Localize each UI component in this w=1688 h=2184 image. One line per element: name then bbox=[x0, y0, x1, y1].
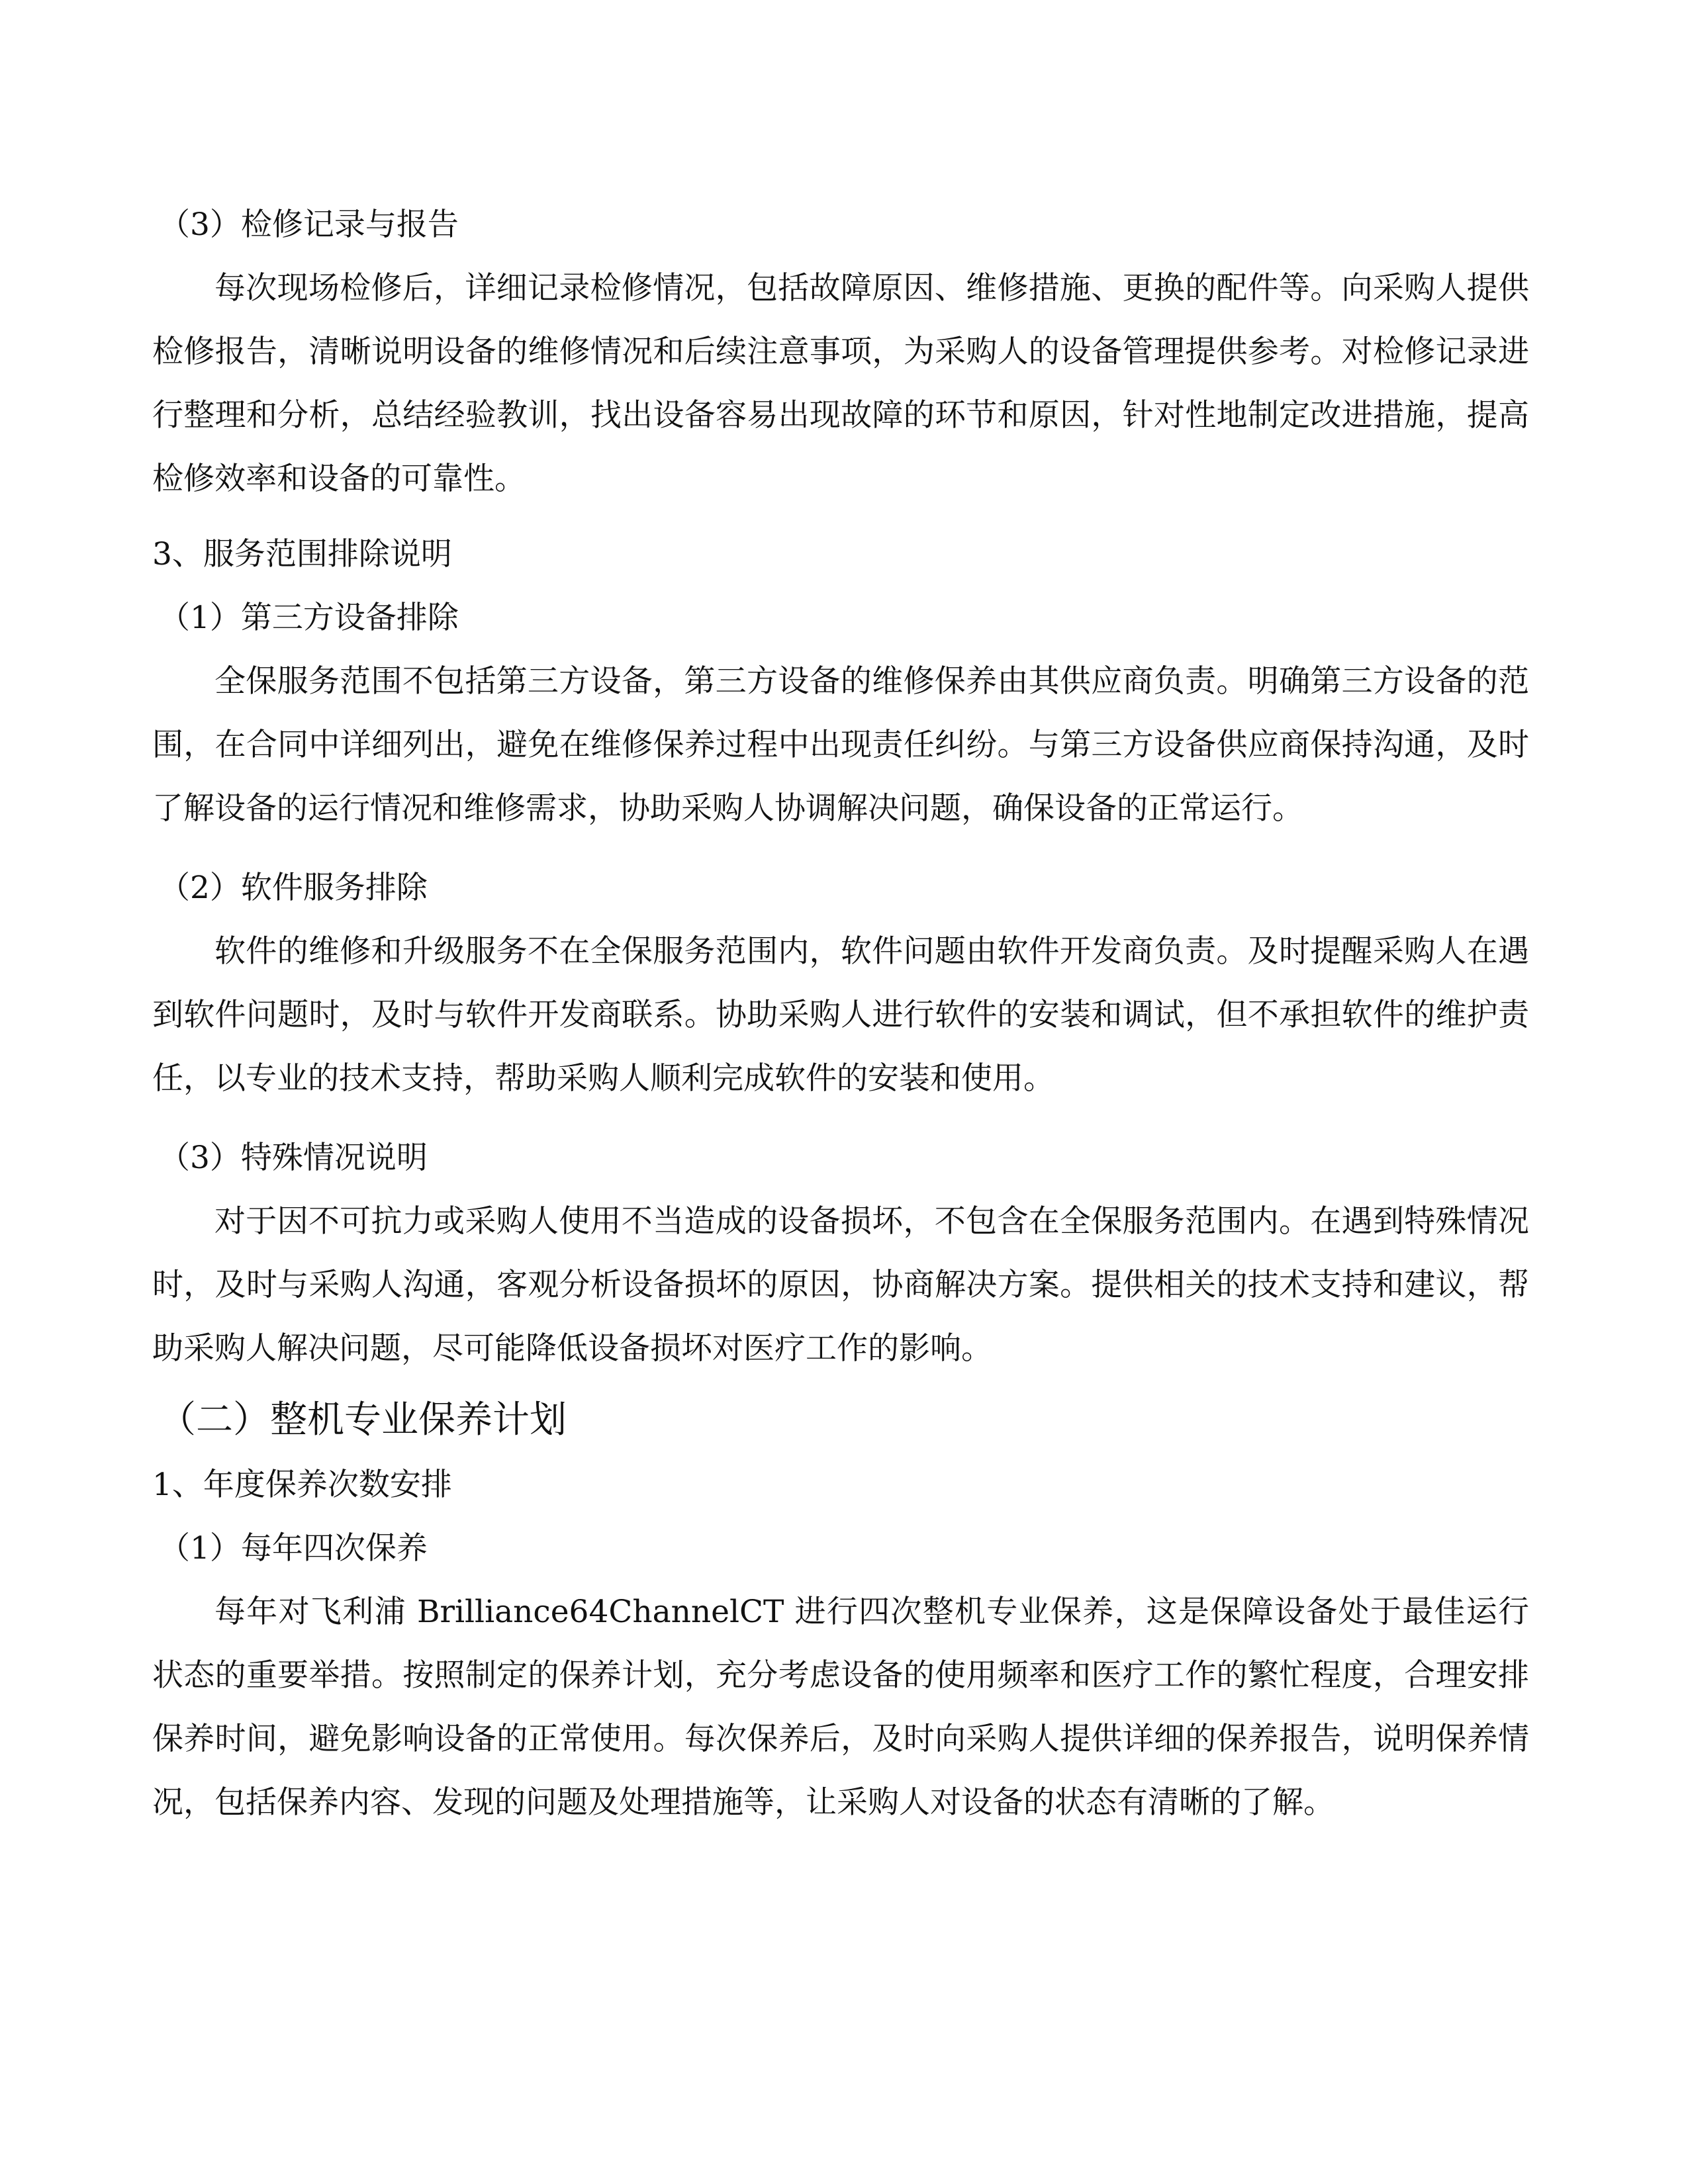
paragraph-software-exclusion: 软件的维修和升级服务不在全保服务范围内，软件问题由软件开发商负责。及时提醒采购人在遇到软件问题时，及时与软件开发商联系。协助采购人进行软件的安装和调试，但不承担软件的维护责任，以专业的技术支持，帮助采购人顺利完成软件的安装和使用。 bbox=[152, 933, 1529, 1097]
heading-special-cases: （3）特殊情况说明 bbox=[159, 1140, 428, 1176]
paragraph-third-party-exclusion: 全保服务范围不包括第三方设备，第三方设备的维修保养由其供应商负责。明确第三方设备的范围，在合同中详细列出，避免在维修保养过程中出现责任纠纷。与第三方设备供应商保持沟通，及时了解设备的运行情况和维修需求，协助采购人协调解决问题，确保设备的正常运行。 bbox=[152, 663, 1529, 827]
heading-third-party-exclusion: （1）第三方设备排除 bbox=[159, 600, 459, 636]
heading-software-exclusion: （2）软件服务排除 bbox=[159, 870, 428, 906]
paragraph-maintenance-records: 每次现场检修后，详细记录检修情况，包括故障原因、维修措施、更换的配件等。向采购人提供检修报告，清晰说明设备的维修情况和后续注意事项，为采购人的设备管理提供参考。对检修记录进行整理和分析，总结经验教训，找出设备容易出现故障的环节和原因，针对性地制定改进措施，提高检修效率和设备的可靠性。 bbox=[152, 270, 1529, 497]
document-page bbox=[152, 193, 1529, 1835]
heading-service-exclusions: 3、服务范围排除说明 bbox=[152, 536, 452, 572]
section-heading-maintenance-plan: （二）整机专业保养计划 bbox=[159, 1398, 567, 1441]
paragraph-four-times-yearly: 每年对飞利浦 Brilliance64ChannelCT 进行四次整机专业保养，这是保障设备处于最佳运行状态的重要举措。按照制定的保养计划，充分考虑设备的使用频率和医疗工作的繁忙程度，合理安排保养时间，避免影响设备的正常使用。每次保养后，及时向采购人提供详细的保养报告，说明保养情况，包括保养内容、发现的问题及处理措施等，让采购人对设备的状态有清晰的了解。 bbox=[152, 1594, 1529, 1821]
paragraph-special-cases: 对于因不可抗力或采购人使用不当造成的设备损坏，不包含在全保服务范围内。在遇到特殊情况时，及时与采购人沟通，客观分析设备损坏的原因，协商解决方案。提供相关的技术支持和建议，帮助采购人解决问题，尽可能降低设备损坏对医疗工作的影响。 bbox=[152, 1203, 1529, 1367]
heading-annual-schedule: 1、年度保养次数安排 bbox=[152, 1467, 452, 1503]
heading-four-times-yearly: （1）每年四次保养 bbox=[159, 1530, 428, 1567]
heading-maintenance-records: （3）检修记录与报告 bbox=[159, 206, 459, 243]
